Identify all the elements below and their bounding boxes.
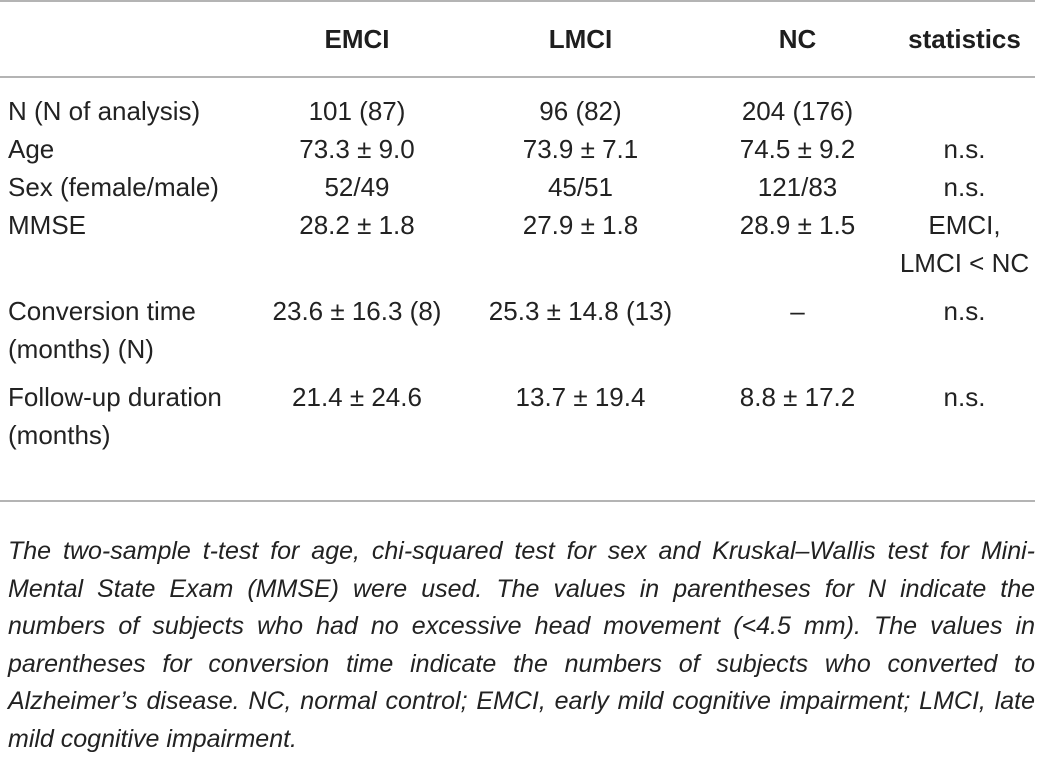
cell-statistics: n.s. — [943, 172, 986, 202]
cell-lmci: 96 (82) — [539, 96, 622, 126]
cell-lmci: 73.9 ± 7.1 — [522, 134, 639, 164]
cell-nc: 8.8 ± 17.2 — [739, 382, 856, 412]
header-row — [0, 0, 1035, 77]
cell-statistics: n.s. — [943, 296, 986, 326]
cell-lmci: 13.7 ± 19.4 — [515, 382, 646, 412]
cell-emci: 28.2 ± 1.8 — [299, 210, 415, 240]
cell-lmci: 25.3 ± 14.8 (13) — [488, 296, 673, 326]
cell-emci: 21.4 ± 24.6 — [292, 382, 422, 412]
cell-lmci: 45/51 — [547, 172, 614, 202]
header-row-label — [0, 0, 254, 77]
row-label: Sex (female/male) — [8, 172, 219, 202]
cell-statistics: n.s. — [943, 134, 986, 164]
table-row-mmse — [0, 206, 1035, 282]
table-row-follow-up — [0, 368, 1035, 468]
table-footnote: The two-sample t-test for age, chi-squared test for sex and Kruskal–Wallis test for Mini-Mental State Exam (MMSE) were used. The values in parentheses for N indicate the numbers of subjects who had no excessive head movement (<4.5 mm). The values in parentheses for conversion time indicate the numbers of subjects who converted to Alzheimer’s disease. NC, normal control; EMCI, early mild cognitive impairment; LMCI, late mild cognitive impairment. — [8, 537, 1035, 753]
row-label: N (N of analysis) — [8, 96, 201, 126]
row-label: Conversion time (months) (N) — [8, 296, 196, 364]
cell-nc: 204 (176) — [741, 96, 854, 126]
row-label: Age — [8, 134, 55, 164]
table-row-n — [0, 77, 1035, 130]
header-statistics: statistics — [908, 23, 1021, 54]
cell-emci: 101 (87) — [308, 96, 406, 126]
cell-lmci: 27.9 ± 1.8 — [522, 210, 639, 240]
header-emci: EMCI — [324, 23, 390, 54]
cell-statistics — [894, 77, 1035, 130]
cell-statistics: EMCI, LMCI < NC — [899, 210, 1030, 278]
table-row-conversion-time — [0, 282, 1035, 368]
row-label: Follow-up duration (months) — [8, 382, 222, 450]
cell-emci: 73.3 ± 9.0 — [299, 134, 415, 164]
header-lmci: LMCI — [548, 23, 613, 54]
table-bottom-rule — [0, 500, 1035, 502]
header-nc: NC — [778, 23, 817, 54]
cell-nc: 74.5 ± 9.2 — [739, 134, 856, 164]
row-label: MMSE — [8, 210, 86, 240]
table-row-age — [0, 130, 1035, 168]
table-row-sex — [0, 168, 1035, 206]
cell-nc: 121/83 — [757, 172, 838, 202]
cell-emci: 52/49 — [324, 172, 390, 202]
cell-nc: 28.9 ± 1.5 — [739, 210, 856, 240]
cell-emci: 23.6 ± 16.3 (8) — [272, 296, 442, 326]
cell-nc: – — [790, 296, 805, 326]
cell-statistics: n.s. — [943, 382, 986, 412]
